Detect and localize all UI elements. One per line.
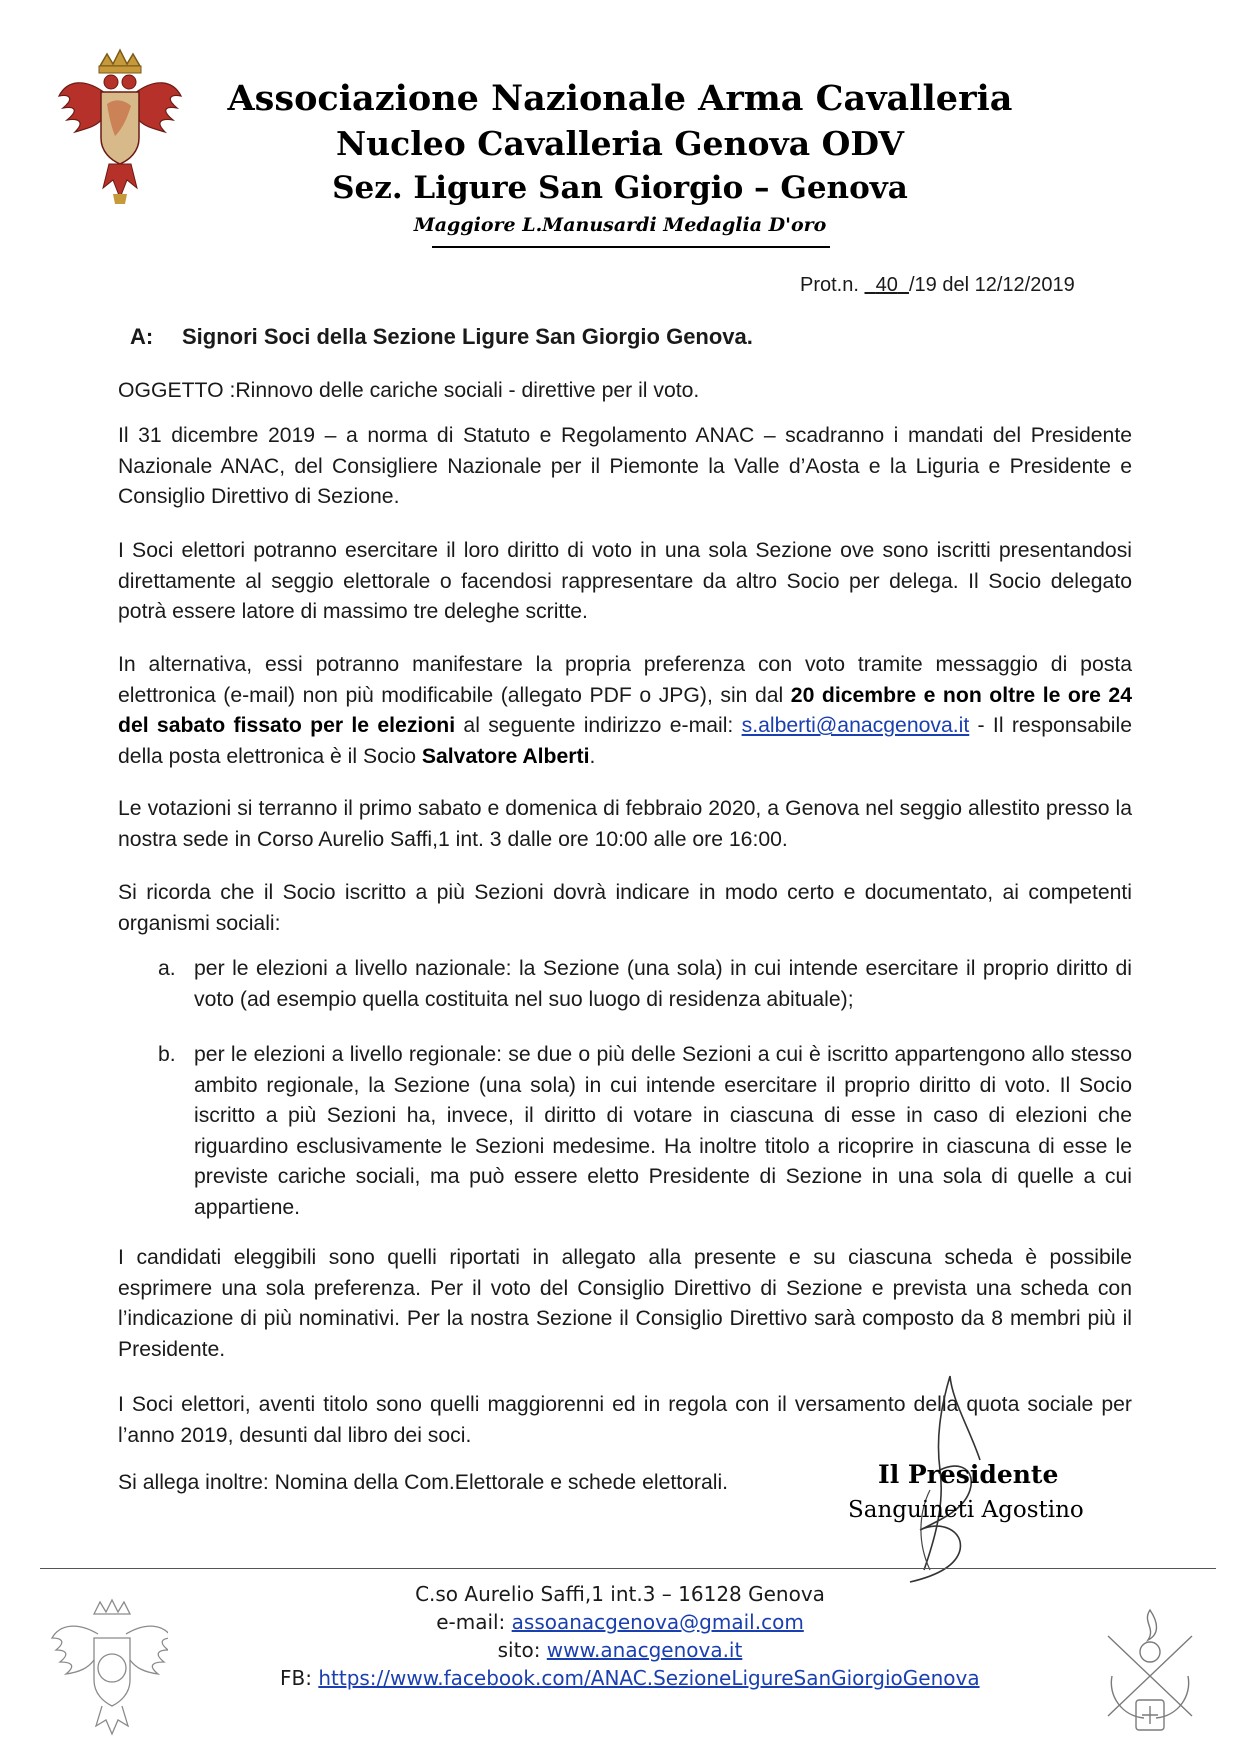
header-divider bbox=[432, 246, 830, 248]
recipient-line bbox=[130, 321, 753, 352]
email-manager-name: Salvatore Alberti bbox=[421, 744, 590, 768]
paragraph-candidates: I candidati eleggibili sono quelli riportati in allegato alla presente e su ciascuna scheda è possibile esprimere una sola preferenza. Per il voto del Consiglio Direttivo di Sezione e prevista una scheda con l’indicazione di più nominativi. Per la nostra Sezione il Consiglio Direttivo sarà composto da 8 membri più il Presidente. bbox=[118, 1246, 1132, 1361]
list-marker: b. bbox=[158, 1043, 176, 1066]
recipient-text: Signori Soci della Sezione Ligure San Giorgio Genova. bbox=[182, 324, 753, 349]
footer-address: C.so Aurelio Saffi,1 int.3 – 16128 Genova bbox=[415, 1582, 825, 1606]
nucleus-name: Nucleo Cavalleria Genova ODV bbox=[336, 124, 904, 163]
eagle-crest-icon bbox=[48, 1598, 168, 1738]
footer-facebook-link[interactable]: https://www.facebook.com/ANAC.SezioneLigureSanGiorgioGenova bbox=[318, 1666, 980, 1690]
section-name: Sez. Ligure San Giorgio – Genova bbox=[332, 170, 908, 206]
signatory-name: Sanguineti Agostino bbox=[848, 1497, 1084, 1523]
paragraph-email-vote: In alternativa, essi potranno manifestare la propria preferenza con voto tramite messaggio di posta elettronica (e-mail) non più modificabile (allegato PDF o JPG), sin dal 20 dicembre e non oltre le ore 24 del sabato fissato per le elezioni al seguente indirizzo e-mail: s.alberti@anacgenova.it - Il responsabile della posta elettronica è il Socio Salvatore Alberti. bbox=[118, 653, 1132, 768]
protocol-line bbox=[800, 270, 1075, 301]
list-item bbox=[158, 1040, 1132, 1230]
footer-website: sito: www.anacgenova.it bbox=[497, 1638, 743, 1662]
paragraph-mandates: Il 31 dicembre 2019 – a norma di Statuto e Regolamento ANAC – scadranno i mandati del Presidente Nazionale ANAC, del Consigliere Nazionale per il Piemonte la Valle d’Aosta e la Liguria e Presidente e Consiglio Direttivo di Sezione. bbox=[118, 424, 1132, 508]
paragraph-voting-rights: I Soci elettori potranno esercitare il loro diritto di voto in una sola Sezione ove sono iscritti presentandosi direttamente al seggio elettorale o facendosi rappresentare da altro Socio per delega. Il Socio delegato potrà essere latore di massimo tre deleghe scritte. bbox=[118, 539, 1132, 623]
cavalry-emblem-icon bbox=[1098, 1606, 1202, 1736]
footer-email: e-mail: assoanacgenova@gmail.com bbox=[436, 1610, 804, 1634]
signatory-title: Il Presidente bbox=[878, 1460, 1059, 1489]
protocol-number: 40 bbox=[875, 274, 898, 296]
list-item bbox=[158, 954, 1132, 1018]
protocol-prefix: Prot.n. bbox=[800, 274, 859, 296]
footer-website-link[interactable]: www.anacgenova.it bbox=[546, 1638, 743, 1662]
list-item-text: per le elezioni a livello regionale: se due o più delle Sezioni a cui è iscritto appartengono allo stesso ambito regionale, la Sezione (una sola) in cui intende esercitare il proprio diritto di voto. Il Socio iscritto a più Sezioni ha, invece, il diritto di votare in ciascuna di esse in caso di elezioni che riguardino esclusivamente le Sezioni medesime. Ha inoltre titolo a ricoprire in ciascuna di esse le previste cariche sociali, ma può essere eletto Presidente di Sezione in una sola di quelle a cui appartiene. bbox=[194, 1043, 1132, 1219]
paragraph-attachments: Si allega inoltre: Nomina della Com.Elettorale e schede elettorali. bbox=[118, 1471, 729, 1494]
deadline-text: 20 dicembre e non oltre le ore 24 del sabato fissato per le elezioni bbox=[118, 683, 1132, 737]
list-item-text: per le elezioni a livello nazionale: la Sezione (una sola) in cui intende esercitare il proprio diritto di voto (ad esempio quella costituita nel suo luogo di residenza abituale); bbox=[194, 957, 1132, 1011]
eagle-crest-icon bbox=[55, 48, 185, 208]
recipient-prefix: A: bbox=[130, 324, 154, 349]
footer-facebook: FB: https://www.facebook.com/ANAC.SezioneLigureSanGiorgioGenova bbox=[280, 1666, 980, 1690]
footer-divider bbox=[40, 1568, 1216, 1569]
paragraph-multiple-sections: Si ricorda che il Socio iscritto a più Sezioni dovrà indicare in modo certo e documentato, ai competenti organismi sociali: bbox=[118, 881, 1132, 935]
list-marker: a. bbox=[158, 957, 176, 980]
subject-line: OGGETTO :Rinnovo delle cariche sociali - direttive per il voto. bbox=[118, 379, 700, 402]
paragraph-voting-dates: Le votazioni si terranno il primo sabato e domenica di febbraio 2020, a Genova nel seggio allestito presso la nostra sede in Corso Aurelio Saffi,1 int. 3 dalle ore 10:00 alle ore 16:00. bbox=[118, 797, 1132, 851]
paragraph-eligible-voters: I Soci elettori, aventi titolo sono quelli maggiorenni ed in regola con il versamento della quota sociale per l’anno 2019, desunti dal libro dei soci. bbox=[118, 1393, 1132, 1447]
footer-email-link[interactable]: assoanacgenova@gmail.com bbox=[511, 1610, 804, 1634]
protocol-suffix: /19 del 12/12/2019 bbox=[908, 274, 1075, 296]
organization-name: Associazione Nazionale Arma Cavalleria bbox=[227, 78, 1013, 119]
vote-email-link[interactable]: s.alberti@anacgenova.it bbox=[741, 714, 970, 737]
section-dedication: Maggiore L.Manusardi Medaglia D'oro bbox=[413, 214, 827, 236]
